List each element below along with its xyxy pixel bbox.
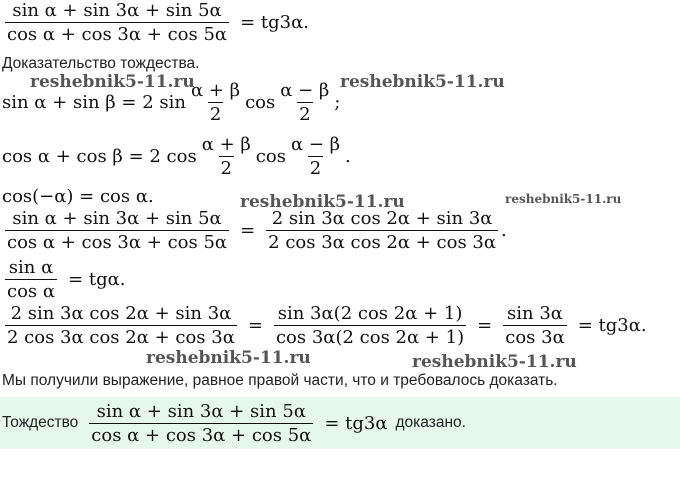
half-diff-fraction <box>278 80 331 125</box>
transformed-fraction <box>266 208 498 253</box>
watermark: reshebnik5-11.ru <box>146 348 311 368</box>
tangent-numerator: sin α <box>8 257 54 278</box>
identity-numerator: sin α + sin 3α + sin 5α <box>12 0 222 21</box>
transformed-fraction <box>5 303 237 348</box>
period: . <box>501 220 507 241</box>
final-chain <box>2 303 647 348</box>
tangent-denominator: cos α <box>7 281 56 302</box>
tangent-definition <box>2 257 125 302</box>
conclusion-row <box>2 397 466 449</box>
half-sum-fraction <box>189 80 242 125</box>
conclusion-denominator: cos α + cos 3α + cos 5α <box>91 424 312 446</box>
identity-rhs: = tg3α. <box>240 12 309 33</box>
half-diff-denominator: 2 <box>309 158 322 179</box>
factored-numerator: sin 3α(2 cos 2α + 1) <box>277 303 463 324</box>
tangent-rhs: = tgα. <box>68 269 126 290</box>
transformed-numerator: 2 sin 3α cos 2α + sin 3α <box>271 208 493 229</box>
reduced-denominator: cos 3α <box>505 327 565 348</box>
transformation-step <box>2 208 507 253</box>
equals-sign: = <box>240 220 256 241</box>
factored-denominator: cos 3α(2 cos 2α + 1) <box>275 327 465 348</box>
proof-heading: Доказательство тождества. <box>2 55 200 72</box>
original-fraction <box>5 208 229 253</box>
cos-word: cos <box>255 146 286 167</box>
factored-fraction <box>274 303 466 348</box>
conclusion-fraction <box>89 401 313 446</box>
formula-end: ; <box>334 92 341 113</box>
half-sum-numerator: α + β <box>201 134 251 155</box>
half-sum-denominator: 2 <box>209 104 222 125</box>
conclusion-suffix: доказано. <box>395 414 466 431</box>
original-denominator: cos α + cos 3α + cos 5α <box>7 232 228 253</box>
conclusion-rhs: = tg3α <box>324 412 388 434</box>
half-diff-fraction <box>289 134 342 179</box>
watermark: reshebnik5-11.ru <box>340 72 505 92</box>
cos-even-formula: cos(−α) = cos α. <box>2 186 154 207</box>
final-rhs: = tg3α. <box>577 315 647 336</box>
conclusion-numerator: sin α + sin 3α + sin 5α <box>96 400 306 422</box>
watermark: reshebnik5-11.ru <box>240 192 405 212</box>
half-diff-numerator: α − β <box>290 134 341 155</box>
reduced-fraction <box>503 303 566 348</box>
half-sum-fraction <box>200 134 253 179</box>
sum-of-cosines-formula <box>2 134 351 179</box>
transformed-denominator: 2 cos 3α cos 2α + cos 3α <box>7 327 235 348</box>
watermark: reshebnik5-11.ru <box>30 72 195 92</box>
cos-word: cos <box>245 92 276 113</box>
original-numerator: sin α + sin 3α + sin 5α <box>12 208 222 229</box>
formula-end: . <box>345 146 351 167</box>
equals-sign: = <box>477 315 493 336</box>
equals-sign: = <box>247 315 263 336</box>
half-diff-numerator: α − β <box>280 80 330 101</box>
sum-cosines-lhs: cos α + cos β = 2 cos <box>2 146 197 167</box>
sum-sines-lhs: sin α + sin β = 2 sin <box>2 92 186 113</box>
half-sum-denominator: 2 <box>220 158 232 179</box>
reduced-numerator: sin 3α <box>507 303 563 324</box>
tangent-fraction <box>5 257 57 302</box>
identity-denominator: cos α + cos 3α + cos 5α <box>7 24 228 45</box>
identity-fraction <box>5 0 229 45</box>
half-sum-numerator: α + β <box>191 80 241 101</box>
transformed-denominator: 2 cos 3α cos 2α + cos 3α <box>268 232 497 253</box>
transformed-numerator: 2 sin 3α cos 2α + sin 3α <box>10 303 232 324</box>
watermark: reshebnik5-11.ru <box>505 192 622 206</box>
watermark: reshebnik5-11.ru <box>412 352 577 372</box>
result-sentence: Мы получили выражение, равное правой части, что и требовалось доказать. <box>2 372 558 389</box>
conclusion-prefix: Тождество <box>2 414 79 431</box>
half-diff-denominator: 2 <box>299 104 311 125</box>
identity-statement <box>2 0 309 45</box>
